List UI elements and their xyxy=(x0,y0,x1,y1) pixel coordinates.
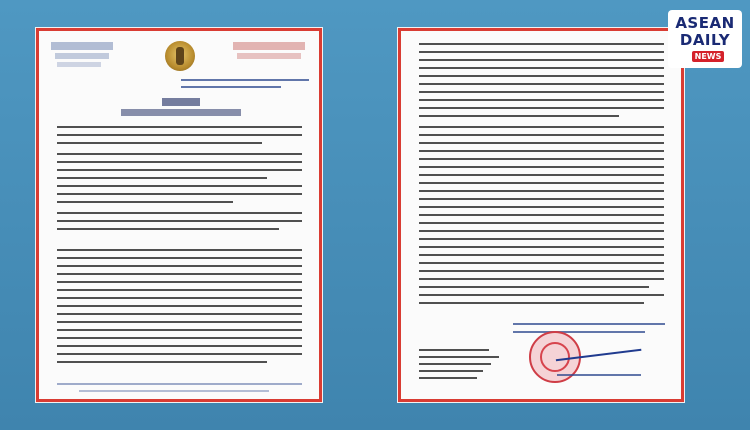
body-line-15 xyxy=(57,257,302,259)
right-body-line-3 xyxy=(419,59,664,61)
right-body-line-26 xyxy=(419,246,664,248)
body-line-11 xyxy=(57,212,302,214)
logo-asean-text: ASEAN xyxy=(675,14,735,32)
right-body-line-17 xyxy=(419,174,664,176)
logo-daily-text: DAILY xyxy=(679,31,731,49)
right-body-line-21 xyxy=(419,206,664,208)
right-body-line-23 xyxy=(419,222,664,224)
body-line-12 xyxy=(57,220,302,222)
right-body-line-14 xyxy=(419,150,664,152)
right-body-line-12 xyxy=(419,134,664,136)
body-line-17 xyxy=(57,273,302,275)
right-body-line-29 xyxy=(419,270,664,272)
body-line-9 xyxy=(57,193,302,195)
ministry-subheader-line xyxy=(55,53,109,59)
right-body-line-31 xyxy=(419,286,649,288)
right-body-line-25 xyxy=(419,238,664,240)
right-body-line-30 xyxy=(419,278,664,280)
right-body-line-28 xyxy=(419,262,664,264)
body-line-6 xyxy=(57,169,302,171)
date-line-secondary xyxy=(181,86,281,88)
body-line-3 xyxy=(57,142,262,144)
distribution-line-5 xyxy=(419,377,477,379)
right-body-line-19 xyxy=(419,190,664,192)
body-line-23 xyxy=(57,321,302,323)
body-line-4 xyxy=(57,153,302,155)
document-page-right xyxy=(398,28,684,402)
body-line-22 xyxy=(57,313,302,315)
national-emblem-icon xyxy=(165,41,195,71)
distribution-line-1 xyxy=(419,349,489,351)
right-body-line-8 xyxy=(419,99,664,101)
motto-line xyxy=(237,53,301,59)
ministry-header-line xyxy=(51,42,113,50)
signature-subtitle-line xyxy=(513,331,645,333)
body-line-24 xyxy=(57,329,302,331)
body-line-7 xyxy=(57,177,267,179)
body-line-25 xyxy=(57,337,302,339)
right-body-line-13 xyxy=(419,142,664,144)
footer-line-secondary xyxy=(79,390,269,392)
body-line-26 xyxy=(57,345,302,347)
document-page-left xyxy=(36,28,322,402)
body-line-19 xyxy=(57,289,302,291)
body-line-13 xyxy=(57,228,279,230)
kingdom-header-line xyxy=(233,42,305,50)
right-body-line-24 xyxy=(419,230,664,232)
distribution-line-2 xyxy=(419,356,499,358)
distribution-line-4 xyxy=(419,370,483,372)
date-line xyxy=(181,79,309,81)
right-body-line-18 xyxy=(419,182,664,184)
body-line-27 xyxy=(57,353,302,355)
signatory-name-line xyxy=(557,374,641,376)
right-body-line-7 xyxy=(419,91,664,93)
body-line-5 xyxy=(57,161,302,163)
signature-title-line xyxy=(513,323,665,325)
right-body-line-22 xyxy=(419,214,664,216)
asean-daily-news-logo xyxy=(668,10,742,68)
body-line-20 xyxy=(57,297,302,299)
body-line-2 xyxy=(57,134,302,136)
right-body-line-1 xyxy=(419,43,664,45)
right-body-line-9 xyxy=(419,107,664,109)
right-body-line-27 xyxy=(419,254,664,256)
right-body-line-16 xyxy=(419,166,664,168)
document-subtitle xyxy=(121,109,241,116)
body-line-14 xyxy=(57,249,302,251)
footer-line xyxy=(57,383,302,385)
right-body-line-20 xyxy=(419,198,664,200)
document-title xyxy=(162,98,200,106)
body-line-1 xyxy=(57,126,302,128)
right-body-line-33 xyxy=(419,302,644,304)
body-line-21 xyxy=(57,305,302,307)
logo-news-badge: NEWS xyxy=(692,51,724,62)
body-line-16 xyxy=(57,265,302,267)
distribution-line-3 xyxy=(419,363,491,365)
body-line-28 xyxy=(57,361,267,363)
right-body-line-15 xyxy=(419,158,664,160)
body-line-10 xyxy=(57,201,233,203)
right-body-line-2 xyxy=(419,51,664,53)
body-line-8 xyxy=(57,185,302,187)
body-line-18 xyxy=(57,281,302,283)
right-body-line-11 xyxy=(419,126,664,128)
right-body-line-5 xyxy=(419,75,664,77)
right-body-line-4 xyxy=(419,67,664,69)
right-body-line-10 xyxy=(419,115,619,117)
right-body-line-6 xyxy=(419,83,664,85)
reference-number-line xyxy=(57,62,101,67)
right-body-line-32 xyxy=(419,294,664,296)
